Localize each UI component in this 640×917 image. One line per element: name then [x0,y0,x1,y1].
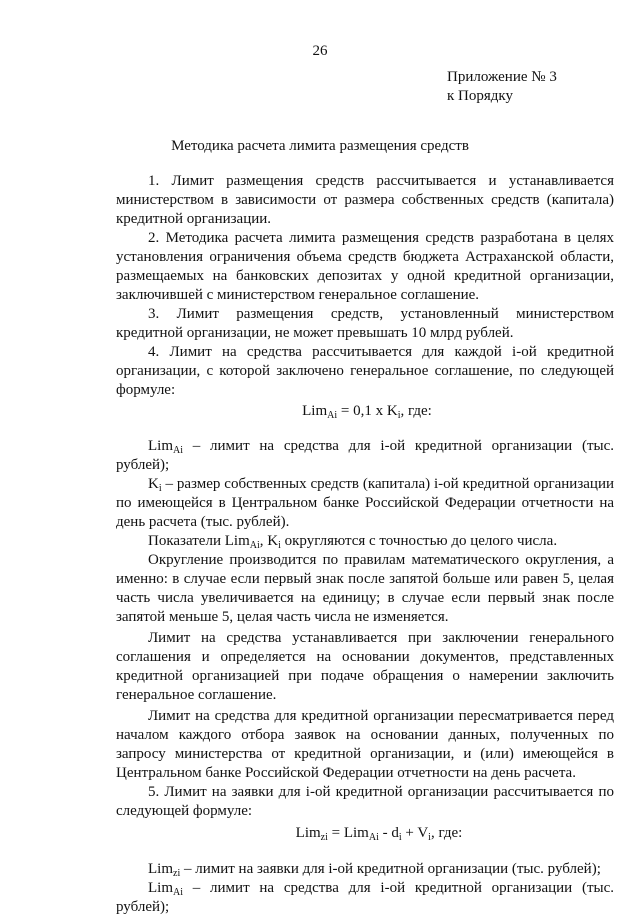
page-number: 26 [312,43,328,59]
paragraph-limit-review: Лимит на средства для кредитной организации пересматривается перед началом каждого отбора заявок на основании данных, полученных по запросу министерства от кредитной организации, и (или) имеющейся в Центральном банке Российской Федерации отчетности на день расчета. [116,708,614,781]
definition-lim-ai: Lim$_{Ai}$ – лимит на средства для i-ой кредитной организации (тыс. рублей); [116,438,614,473]
definition-k-i: $K_i$ – размер собственных средств (капитала) i-ой кредитной организации по имеющейся в Центральном банке Российской Федерации отчетности на день расчета (тыс. рублей). [116,476,614,530]
document-body [116,172,614,917]
paragraph-5: 5. Лимит на заявки для i-ой кредитной организации рассчитывается по следующей формуле: [116,784,614,819]
appendix-block [447,68,557,106]
paragraph-1: 1. Лимит размещения средств рассчитывается и устанавливается министерством в зависимости от размера собственных средств (капитала) кредитной организации. [116,173,614,227]
appendix-line-1: Приложение № 3 [447,69,557,85]
paragraph-3: 3. Лимит размещения средств, установленный министерством кредитной организации, не может превышать 10 млрд рублей. [116,306,614,341]
formula-limit-on-funds: Lim$_{Ai}$ = 0,1 x $K_i$, где: [302,403,432,421]
paragraph-limit-setting: Лимит на средства устанавливается при заключении генерального соглашения и определяется на основании документов, представленных кредитной организацией при подаче обращения о намерении заключить генеральное соглашение. [116,630,614,703]
paragraph-rounding-rules: Округление производится по правилам математического округления, а именно: в случае если первый знак после запятой больше или равен 5, целая часть числа увеличивается на единицу; в случае если первый знак после запятой меньше 5, целая часть числа не изменяется. [116,552,614,625]
formula-limit-on-applications: $Lim_{zi} = Lim_{Ai} - d_i + V_i$, где: [295,825,463,843]
paragraph-4: 4. Лимит на средства рассчитывается для каждой i-ой кредитной организации, с которой заключено генеральное соглашение, по следующей формуле: [116,344,614,398]
document-title: Методика расчета лимита размещения средств [171,138,469,154]
definition-lim-zi: Lim$_{zi}$ – лимит на заявки для i-ой кредитной организации (тыс. рублей); [148,861,601,879]
definition-lim-ai-2: Lim$_{Ai}$ – лимит на средства для i-ой кредитной организации (тыс. рублей); [116,880,614,915]
appendix-line-2: к Порядку [447,88,513,104]
paragraph-2: 2. Методика расчета лимита размещения средств разработана в целях установления ограничения объема средств бюджета Астраханской области, размещаемых на банковских депозитах у одной кредитной организации, заключившей с министерством генеральное соглашение. [116,230,614,303]
paragraph-rounding-indicators: Показатели Lim$_{Ai}$, $K_i$ округляются с точностью до целого числа. [148,533,558,551]
